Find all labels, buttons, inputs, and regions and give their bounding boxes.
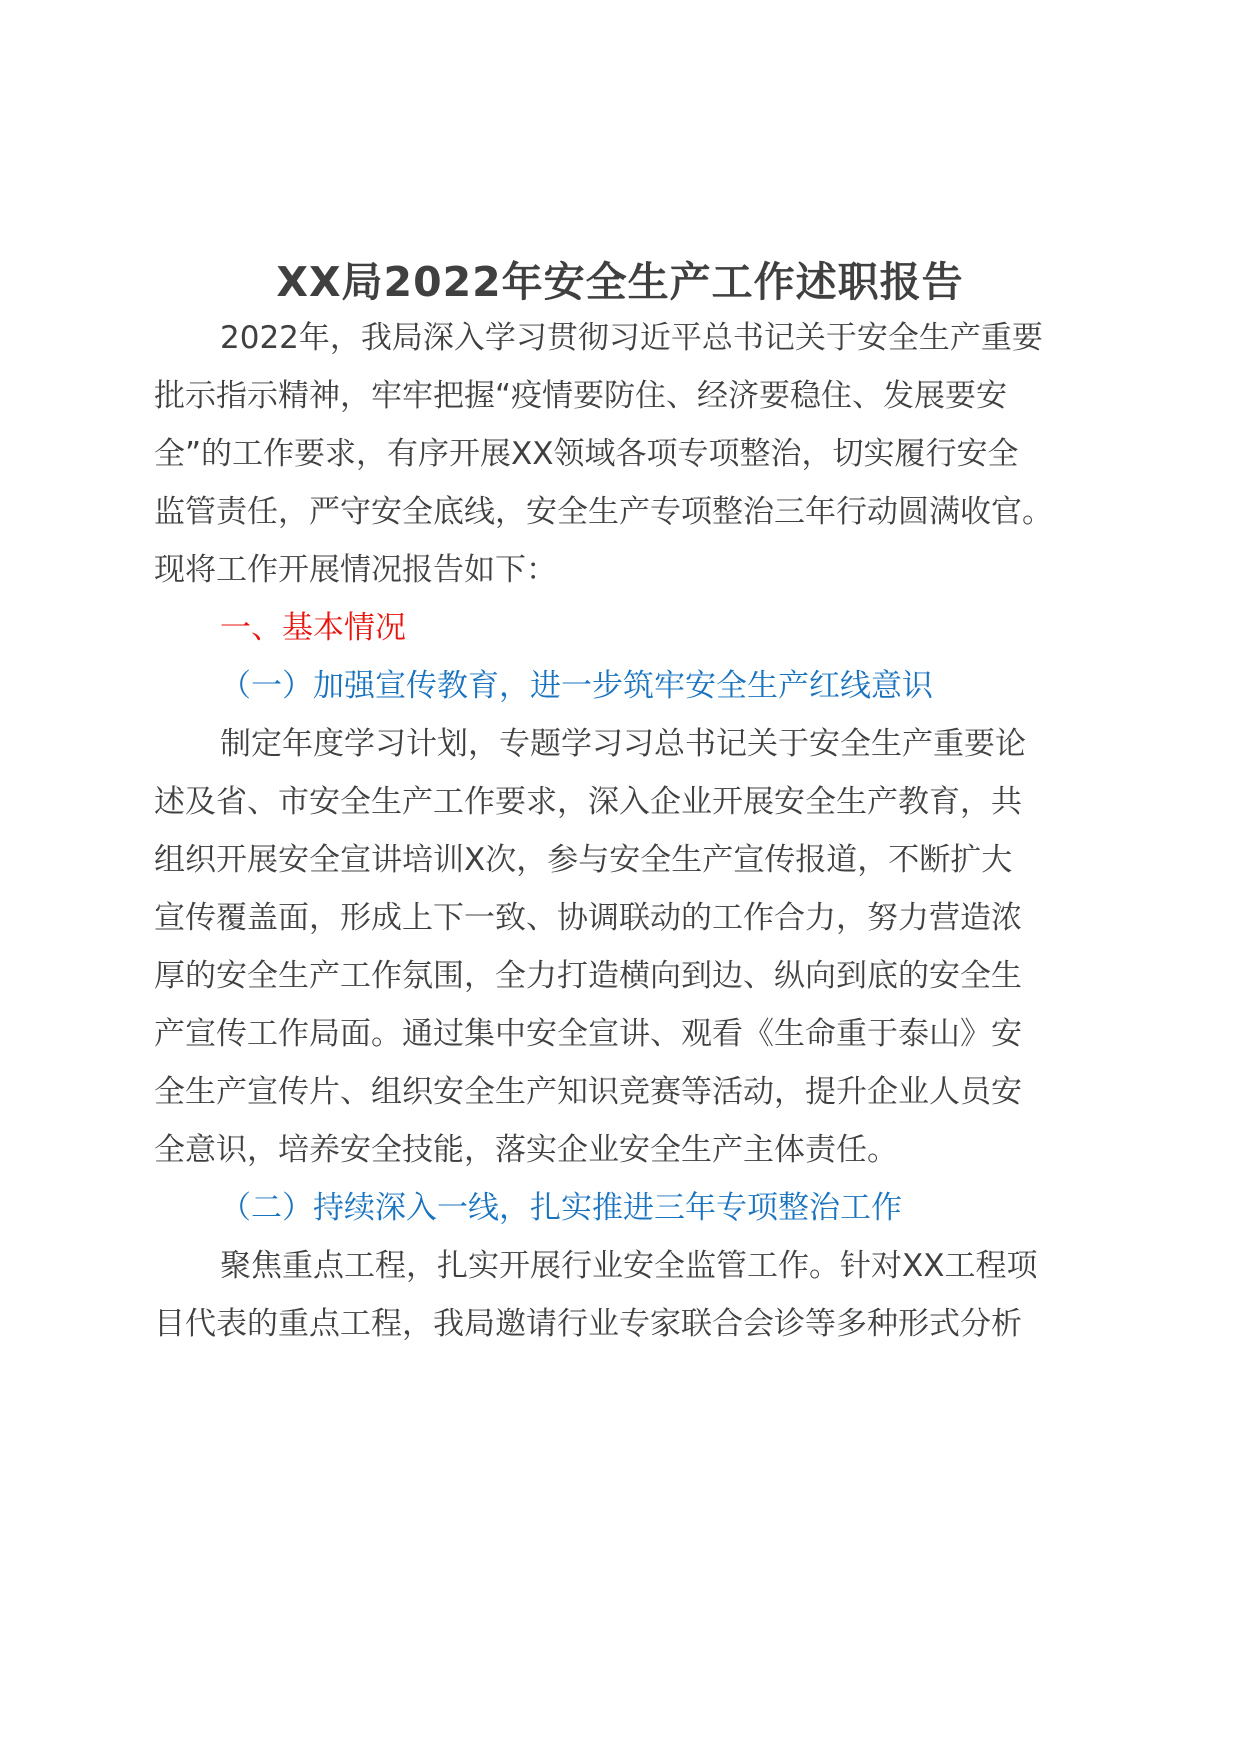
body-line: 厚的安全生产工作氛围，全力打造横向到边、纵向到底的安全生 [154, 958, 1022, 994]
intro-line: 现将工作开展情况报告如下： [154, 552, 557, 588]
intro-line: 批示指示精神，牢牢把握“疫情要防住、经济要稳住、发展要安 [154, 378, 1008, 414]
subsection-heading: （二）持续深入一线，扎实推进三年专项整治工作 [220, 1190, 902, 1226]
body-line: 制定年度学习计划，专题学习习总书记关于安全生产重要论 [220, 726, 1026, 762]
intro-line: 全”的工作要求，有序开展XX领域各项专项整治，切实履行安全 [154, 436, 1019, 472]
subsection-heading: （一）加强宣传教育，进一步筑牢安全生产红线意识 [220, 668, 933, 704]
body-line: 目代表的重点工程，我局邀请行业专家联合会诊等多种形式分析 [154, 1306, 1022, 1342]
body-line: 全意识，培养安全技能，落实企业安全生产主体责任。 [154, 1132, 898, 1168]
body-line: 聚焦重点工程，扎实开展行业安全监管工作。针对XX工程项 [220, 1248, 1038, 1284]
body-line: 宣传覆盖面，形成上下一致、协调联动的工作合力，努力营造浓 [154, 900, 1022, 936]
body-line: 全生产宣传片、组织安全生产知识竞赛等活动，提升企业人员安 [154, 1074, 1022, 1110]
body-line: 组织开展安全宣讲培训X次，参与安全生产宣传报道，不断扩大 [154, 842, 1013, 878]
intro-line: 2022年，我局深入学习贯彻习近平总书记关于安全生产重要 [220, 320, 1043, 356]
section-heading: 一、基本情况 [220, 610, 406, 646]
body-line: 述及省、市安全生产工作要求，深入企业开展安全生产教育，共 [154, 784, 1022, 820]
document-title: XX局2022年安全生产工作述职报告 [276, 258, 964, 306]
intro-line: 监管责任，严守安全底线，安全生产专项整治三年行动圆满收官。 [154, 494, 1053, 530]
body-line: 产宣传工作局面。通过集中安全宣讲、观看《生命重于泰山》安 [154, 1016, 1022, 1052]
